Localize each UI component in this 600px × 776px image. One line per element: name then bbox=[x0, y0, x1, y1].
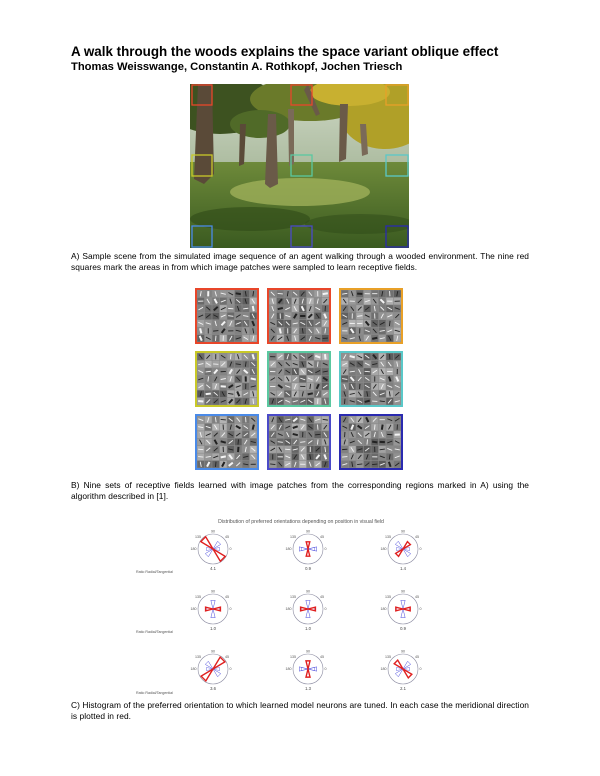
receptive-field-tiles bbox=[269, 416, 329, 468]
receptive-field-tiles bbox=[197, 353, 257, 405]
angle-label: 0 bbox=[419, 547, 422, 552]
rf-panel bbox=[195, 351, 259, 407]
polar-histogram bbox=[286, 650, 327, 692]
polar-histogram bbox=[191, 590, 232, 632]
angle-label: 45 bbox=[320, 534, 324, 539]
angle-label: 180 bbox=[190, 667, 197, 672]
figure-b-caption: B) Nine sets of receptive fields learned with image patches from the corresponding regions marked in A) using the algorithm described in [1]. bbox=[71, 480, 529, 501]
angle-label: 45 bbox=[225, 534, 229, 539]
angle-label: 45 bbox=[320, 654, 324, 659]
angle-label: 90 bbox=[211, 529, 215, 534]
angle-label: 135 bbox=[385, 654, 391, 659]
polar-histogram bbox=[381, 650, 422, 692]
angle-label: 90 bbox=[211, 589, 215, 594]
ratio-value: 1.3 bbox=[305, 686, 311, 691]
polar-histogram-grid bbox=[136, 516, 466, 696]
rf-panel bbox=[267, 351, 331, 407]
angle-label: 0 bbox=[324, 607, 327, 612]
meridional-histogram bbox=[396, 607, 410, 611]
angle-label: 135 bbox=[290, 534, 296, 539]
angle-label: 45 bbox=[225, 654, 229, 659]
orientation-histogram-figure bbox=[136, 516, 466, 696]
angle-label: 0 bbox=[229, 547, 232, 552]
angle-label: 90 bbox=[306, 649, 310, 654]
ratio-value: 0.9 bbox=[400, 626, 406, 631]
angle-label: 0 bbox=[324, 547, 327, 552]
receptive-field-tiles bbox=[197, 416, 257, 468]
angle-label: 0 bbox=[419, 607, 422, 612]
ratio-value: 1.0 bbox=[305, 626, 311, 631]
histogram-title: Distribution of preferred orientations depending on position in visual field bbox=[218, 519, 384, 525]
receptive-field-tiles bbox=[269, 290, 329, 342]
angle-label: 180 bbox=[190, 547, 197, 552]
angle-label: 90 bbox=[306, 589, 310, 594]
rf-panel bbox=[195, 414, 259, 470]
angle-label: 135 bbox=[385, 534, 391, 539]
receptive-field-tiles bbox=[269, 353, 329, 405]
row-label: Ratio Radial/Tangential bbox=[136, 630, 173, 634]
meridional-histogram bbox=[306, 542, 310, 556]
angle-label: 90 bbox=[401, 589, 405, 594]
angle-label: 180 bbox=[285, 667, 292, 672]
meridional-histogram bbox=[201, 657, 225, 681]
meridional-histogram bbox=[201, 537, 225, 561]
angle-label: 45 bbox=[320, 594, 324, 599]
angle-label: 135 bbox=[290, 594, 296, 599]
angle-label: 45 bbox=[415, 594, 419, 599]
polar-histogram bbox=[286, 530, 327, 572]
receptive-field-tiles bbox=[341, 290, 401, 342]
polar-histogram bbox=[191, 530, 232, 572]
angle-label: 0 bbox=[324, 667, 327, 672]
angle-label: 0 bbox=[229, 607, 232, 612]
polar-histogram bbox=[381, 590, 422, 632]
angle-label: 135 bbox=[290, 654, 296, 659]
receptive-field-tiles bbox=[197, 290, 257, 342]
angle-label: 180 bbox=[190, 607, 197, 612]
angle-label: 90 bbox=[401, 649, 405, 654]
forest-scene-image bbox=[190, 84, 409, 248]
ratio-value: 3.6 bbox=[210, 686, 216, 691]
ratio-value: 1.0 bbox=[210, 626, 216, 631]
polar-histogram bbox=[286, 590, 327, 632]
meridional-histogram bbox=[301, 607, 316, 611]
meridional-histogram bbox=[206, 607, 221, 611]
polar-histogram bbox=[191, 650, 232, 692]
ratio-value: 1.4 bbox=[400, 566, 406, 571]
rf-panel bbox=[267, 288, 331, 344]
ratio-value: 2.1 bbox=[400, 686, 406, 691]
polar-histogram bbox=[381, 530, 422, 572]
angle-label: 135 bbox=[195, 654, 201, 659]
rf-panel bbox=[339, 414, 403, 470]
angle-label: 180 bbox=[380, 667, 387, 672]
rf-panel bbox=[195, 288, 259, 344]
angle-label: 135 bbox=[385, 594, 391, 599]
angle-label: 135 bbox=[195, 594, 201, 599]
angle-label: 90 bbox=[211, 649, 215, 654]
angle-label: 180 bbox=[380, 547, 387, 552]
angle-label: 0 bbox=[229, 667, 232, 672]
angle-label: 180 bbox=[285, 547, 292, 552]
figure-a-caption: A) Sample scene from the simulated image sequence of an agent walking through a wooded environment. The nine red squares mark the areas in from which image patches were sampled to learn receptive fields. bbox=[71, 251, 529, 272]
receptive-fields-figure bbox=[195, 288, 405, 474]
rf-panel bbox=[339, 351, 403, 407]
paper-title: A walk through the woods explains the space variant oblique effect bbox=[71, 44, 499, 59]
angle-label: 45 bbox=[415, 654, 419, 659]
figure-c-caption: C) Histogram of the preferred orientation to which learned model neurons are tuned. In each case the meridional direction is plotted in red. bbox=[71, 700, 529, 721]
angle-label: 135 bbox=[195, 534, 201, 539]
meridional-histogram bbox=[306, 661, 310, 677]
row-label: Ratio Radial/Tangential bbox=[136, 691, 173, 695]
ratio-value: 4.1 bbox=[210, 566, 216, 571]
forest-scene-illustration bbox=[190, 84, 409, 248]
receptive-field-tiles bbox=[341, 353, 401, 405]
angle-label: 45 bbox=[415, 534, 419, 539]
angle-label: 90 bbox=[401, 529, 405, 534]
rf-panel bbox=[267, 414, 331, 470]
row-label: Ratio Radial/Tangential bbox=[136, 570, 173, 574]
angle-label: 180 bbox=[380, 607, 387, 612]
ratio-value: 0.9 bbox=[305, 566, 311, 571]
paper-authors: Thomas Weisswange, Constantin A. Rothkopf, Jochen Triesch bbox=[71, 61, 403, 73]
angle-label: 0 bbox=[419, 667, 422, 672]
angle-label: 180 bbox=[285, 607, 292, 612]
receptive-field-tiles bbox=[341, 416, 401, 468]
meridional-histogram bbox=[396, 542, 411, 557]
angle-label: 45 bbox=[225, 594, 229, 599]
angle-label: 90 bbox=[306, 529, 310, 534]
rf-panel bbox=[339, 288, 403, 344]
